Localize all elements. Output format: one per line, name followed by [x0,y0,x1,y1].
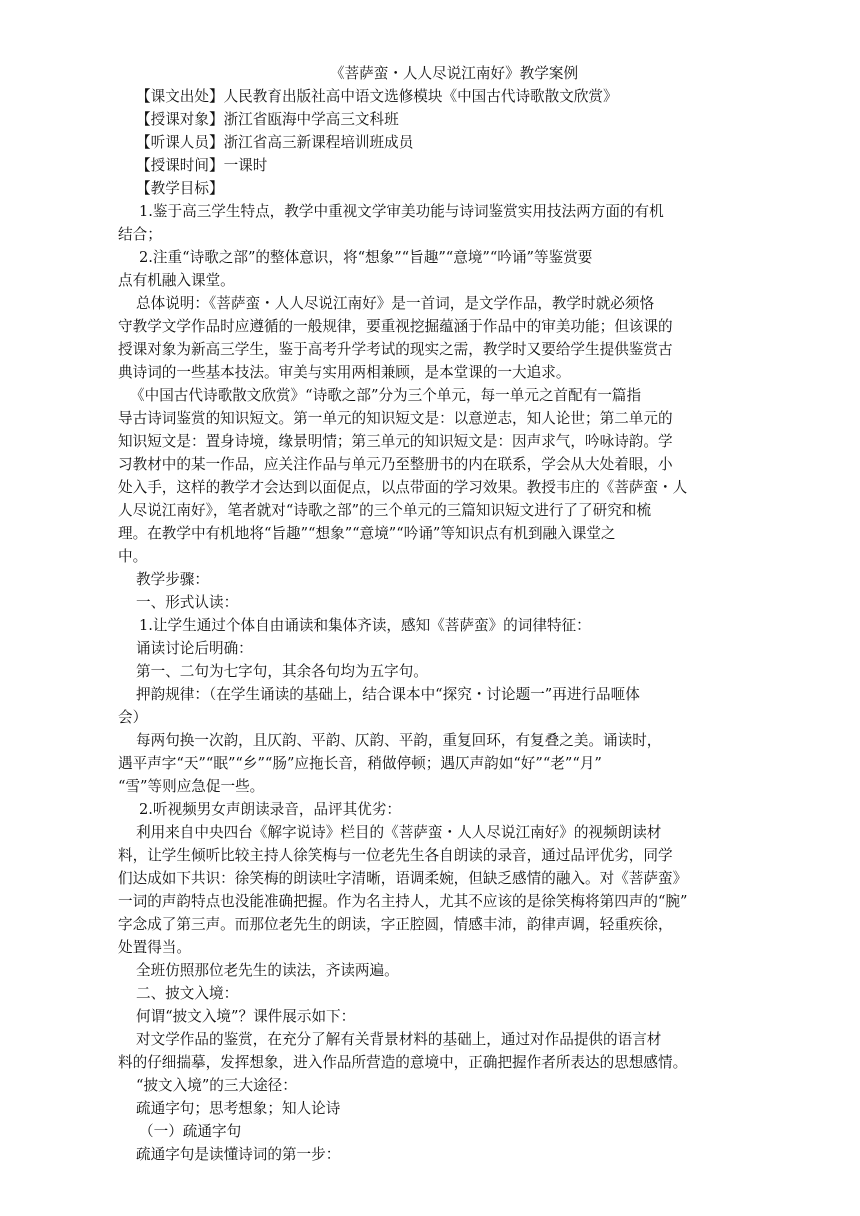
text-line: 【听课人员】浙江省高三新课程培训班成员 [136,134,414,151]
text-line: 点有机融入课堂。 [118,272,235,289]
text-line: 人尽说江南好》，笔者就对“诗歌之部”的三个单元的三篇知识短文进行了了研究和梳 [118,502,651,519]
text-line: 第一、二句为七字句，其余各句均为五字句。 [136,663,428,680]
text-line: “披文入境”的三大途径： [136,1077,297,1094]
text-line: 【课文出处】人民教育出版社高中语文选修模块《中国古代诗歌散文欣赏》 [136,88,618,105]
text-line: 对文学作品的鉴赏，在充分了解有关背景材料的基础上，通过对作品提供的语言材 [136,1031,662,1048]
text-line: 处置得当。 [118,939,191,956]
text-line: 一词的声韵特点也没能准确把握。作为名主持人，尤其不应该的是徐笑梅将第四声的“腕” [118,893,688,910]
text-line: 1.鉴于高三学生特点，教学中重视文学审美功能与诗词鉴赏实用技法两方面的有机 [139,203,664,220]
document-page [0,62,860,1166]
text-line: 每两句换一次韵，且仄韵、平韵、仄韵、平韵，重复回环，有复叠之美。诵读时， [136,732,662,749]
text-line: 习教材中的某一作品，应关注作品与单元乃至整册书的内在联系，学会从大处着眼，小 [118,456,673,473]
text-line: 总体说明：《菩萨蛮・人人尽说江南好》是一首词，是文学作品，教学时就必须恪 [136,295,655,312]
text-line: 知识短文是：置身诗境，缘景明情；第三单元的知识短文是：因声求气，吟咏诗韵。学 [118,433,673,450]
text-line: 们达成如下共识：徐笑梅的朗读吐字清晰，语调柔婉，但缺乏感情的融入。对《菩萨蛮》 [118,870,688,887]
text-line: 料，让学生倾听比较主持人徐笑梅与一位老先生各自朗读的录音，通过品评优劣，同学 [118,847,673,864]
text-line: 授课对象为新高三学生，鉴于高考升学考试的现实之需，教学时又要给学生提供鉴赏古 [118,341,673,358]
section-heading: （一）疏通字句 [139,1123,242,1140]
text-line: 会） [118,709,148,726]
text-line: 【授课对象】浙江省瓯海中学高三文科班 [136,111,399,128]
text-line: 1.让学生通过个体自由诵读和集体齐读，感知《菩萨蛮》的词律特征： [139,617,591,634]
document-title: 《菩萨蛮・人人尽说江南好》教学案例 [329,65,579,82]
text-line: 押韵规律：（在学生诵读的基础上，结合课本中“探究・讨论题一”再进行品咂体 [136,686,640,703]
text-line: 【教学目标】 [136,180,224,197]
section-heading: 二、披文入境： [136,985,239,1002]
text-line: 诵读讨论后明确： [136,640,253,657]
text-line: 处入手，这样的教学才会达到以面促点，以点带面的学习效果。教授韦庄的《菩萨蛮・人 [118,479,688,496]
text-line: 遇平声字“天”“眠”“乡”“肠”应拖长音，稍做停顿；遇仄声韵如“好”“老”“月” [118,755,602,772]
text-line: 疏通字句是读懂诗词的第一步： [136,1146,341,1163]
text-line: 利用来自中央四台《解字说诗》栏目的《菩萨蛮・人人尽说江南好》的视频朗读材 [136,824,662,841]
text-line: 全班仿照那位老先生的读法，齐读两遍。 [136,962,399,979]
text-line: “雪”等则应急促一些。 [118,778,265,795]
text-line: 中。 [118,548,148,565]
text-line: 【授课时间】一课时 [136,157,268,174]
text-line: 《中国古代诗歌散文欣赏》“诗歌之部”分为三个单元，每一单元之首配有一篇指 [130,387,642,404]
text-line: 疏通字句；思考想象；知人论诗 [136,1100,341,1117]
text-line: 理。在教学中有机地将“旨趣”“想象”“意境”“吟诵”等知识点有机到融入课堂之 [118,525,616,542]
section-heading: 一、形式认读： [136,594,239,611]
text-line: 典诗词的一些基本技法。审美与实用两相兼顾，是本堂课的一大追求。 [118,364,571,381]
text-line: 2.注重“诗歌之部”的整体意识，将“想象”“旨趣”“意境”“吟诵”等鉴赏要 [139,249,593,266]
text-line: 结合； [118,226,162,243]
text-line: 守教学文学作品时应遵循的一般规律，要重视挖掘蕴涵于作品中的审美功能；但该课的 [118,318,673,335]
text-line: 字念成了第三声。而那位老先生的朗读，字正腔圆，情感丰沛，韵律声调，轻重疾徐， [118,916,673,933]
text-line: 导古诗词鉴赏的知识短文。第一单元的知识短文是：以意逆志，知人论世；第二单元的 [118,410,673,427]
text-line: 2.听视频男女声朗读录音，品评其优劣： [139,801,402,818]
text-line: 料的仔细揣摹，发挥想象，进入作品所营造的意境中，正确把握作者所表达的思想感情。 [118,1054,688,1071]
text-line: 何谓“披文入境”？课件展示如下： [136,1008,356,1025]
section-heading: 教学步骤： [136,571,209,588]
